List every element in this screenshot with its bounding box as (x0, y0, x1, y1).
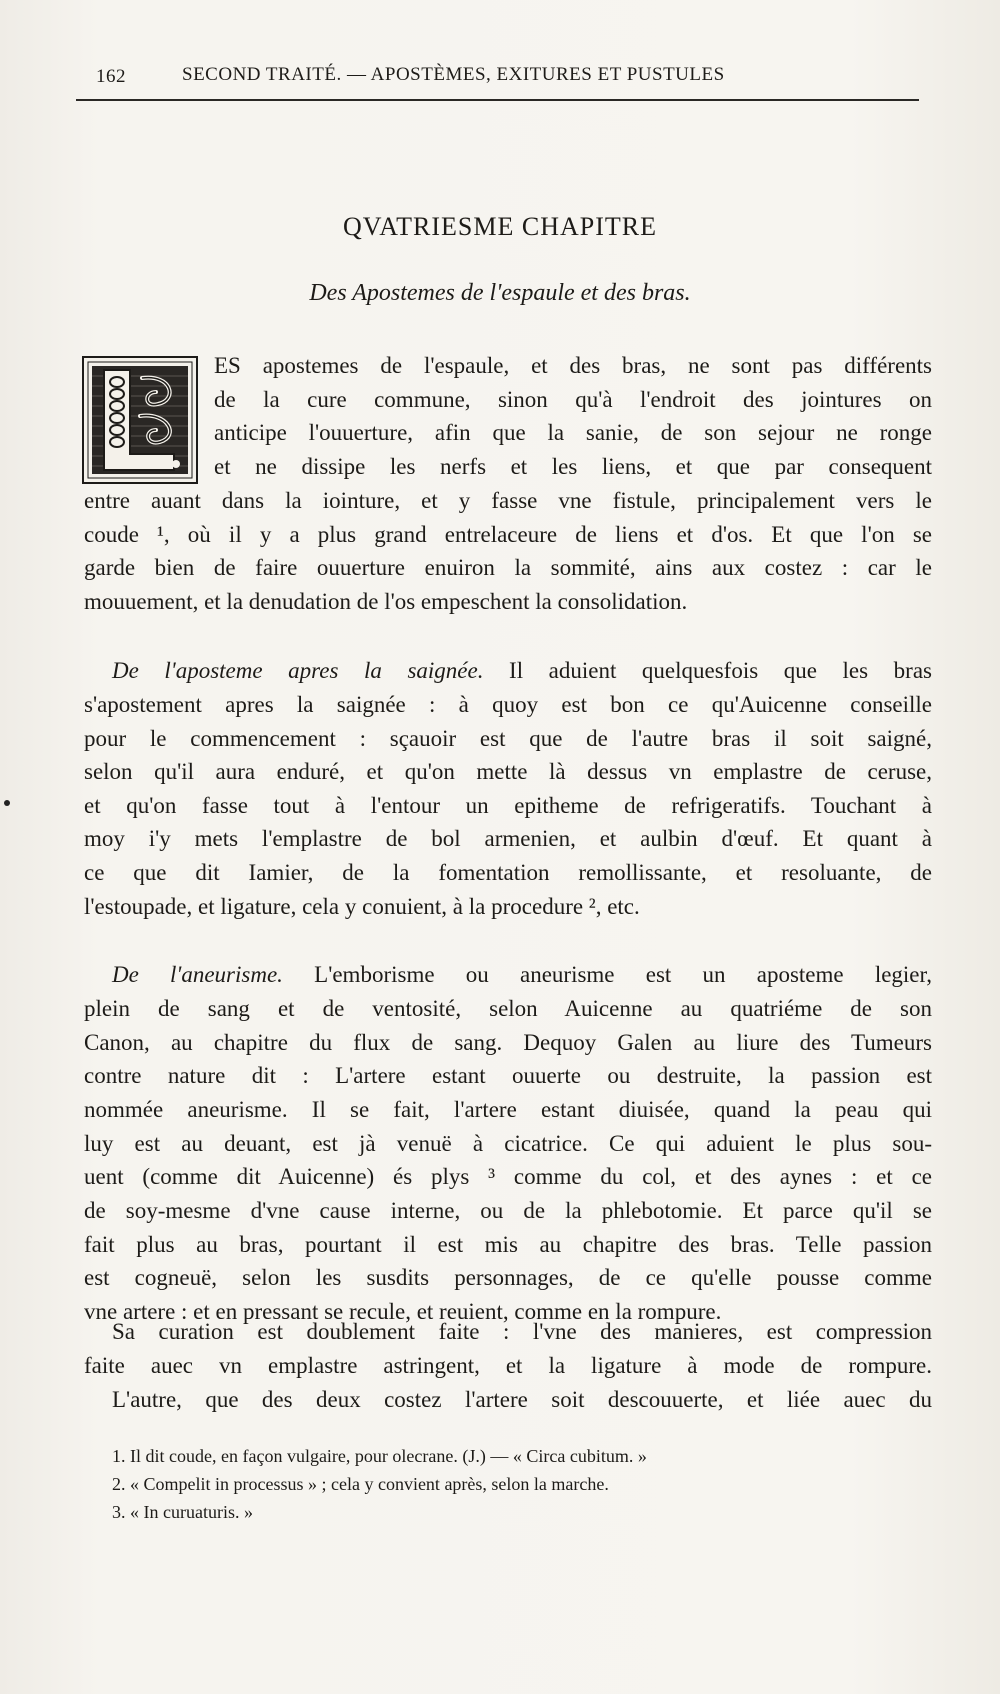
text-line: selon qu'il aura enduré, et qu'on mette là dessus vn emplastre de ceruse, (84, 759, 932, 784)
section-heading: De l'aposteme apres la saignée. (112, 658, 484, 683)
text-line: entre auant dans la iointure, et y fasse vne fistule, principalement vers le (84, 488, 932, 513)
text-line: contre nature dit : L'artere estant ouuerte ou destruite, la passion est (84, 1063, 932, 1088)
chapter-title: QVATRIESME CHAPITRE (343, 212, 657, 241)
chapter-subtitle: Des Apostemes de l'espaule et des bras. (309, 280, 691, 306)
running-title: SECOND TRAITÉ. — APOSTÈMES, EXITURES ET PUSTULES (182, 64, 725, 85)
text-line: est cogneuë, selon les susdits personnages, de ce qu'elle pousse comme (84, 1265, 932, 1290)
text-line: mouuement, et la denudation de l'os empeschent la consolidation. (84, 589, 688, 614)
text-line: de la cure commune, sinon qu'à l'endroit des jointures on (214, 387, 932, 412)
text-line-with-heading (112, 959, 932, 991)
text-line: pour le commencement : sçauoir est que de l'autre bras il soit saigné, (84, 726, 932, 751)
text-line: faite auec vn emplastre astringent, et la ligature à mode de rompure. (84, 1353, 932, 1378)
text-line: coude ¹, où il y a plus grand entrelaceure de liens et d'os. Et que l'on se (84, 522, 932, 547)
text-line: luy est au deuant, est jà venuë à cicatrice. Ce qui aduient le plus sou- (84, 1131, 932, 1156)
text-line: s'apostement apres la saignée : à quoy est bon ce qu'Auicenne conseille (84, 692, 932, 717)
text-line: ES apostemes de l'espaule, et des bras, ne sont pas différents (214, 353, 932, 378)
text-line: moy i'y mets l'emplastre de bol armenien, et aulbin d'œuf. Et quant à (84, 826, 932, 851)
text-line: nommée aneurisme. Il se fait, l'artere estant diuisée, quand la peau qui (84, 1097, 932, 1122)
page-header (78, 56, 918, 96)
text-line: l'estoupade, et ligature, cela y conuient, à la procedure ², etc. (84, 894, 640, 919)
text-line: et ne dissipe les nerfs et les liens, et que par consequent (214, 454, 932, 479)
text-line: de soy-mesme d'vne cause interne, ou de la phlebotomie. Et parce qu'il se (84, 1198, 932, 1223)
text-line: L'emborisme ou aneurisme est un aposteme legier, (314, 962, 933, 987)
ink-speck (4, 800, 10, 806)
footnote-2: 2. « Compelit in processus » ; cela y convient après, selon la marche. (112, 1474, 609, 1494)
text-line: et qu'on fasse tout à l'entour un epitheme de refrigeratifs. Touchant à (84, 793, 932, 818)
text-line: Canon, au chapitre du flux de sang. Dequoy Galen au liure des Tumeurs (84, 1030, 932, 1055)
text-line: garde bien de faire ouuerture enuiron la sommité, ains aux costez : car le (84, 555, 932, 580)
header-rule (76, 99, 919, 101)
text-line-with-heading (112, 655, 932, 687)
text-line: ce que dit Iamier, de la fomentation remollissante, et resoluante, de (84, 860, 932, 885)
section-heading: De l'aneurisme. (112, 962, 283, 987)
ornate-initial-l-icon (82, 356, 198, 484)
text-line: L'autre, que des deux costez l'artere soit descouuerte, et liée auec du (112, 1387, 932, 1412)
text-line: vne artere : et en pressant se recule, et reuient, comme en la rompure. (84, 1299, 722, 1324)
text-line: plein de sang et de ventosité, selon Auicenne au quatriéme de son (84, 996, 932, 1021)
text-line: fait plus au bras, pourtant il est mis au chapitre des bras. Telle passion (84, 1232, 932, 1257)
page-number: 162 (96, 66, 126, 87)
text-line: uent (comme dit Auicenne) és plys ³ comme du col, et des aynes : et ce (84, 1164, 932, 1189)
text-line: anticipe l'ouuerture, afin que la sanie, de son sejour ne ronge (214, 420, 932, 445)
footnote-3: 3. « In curuaturis. » (112, 1502, 253, 1522)
text-line: Sa curation est doublement faite : l'vne des manieres, est compression (112, 1319, 932, 1344)
footnote-1: 1. Il dit coude, en façon vulgaire, pour olecrane. (J.) — « Circa cubitum. » (112, 1446, 647, 1466)
text-line: Il aduient quelquesfois que les bras (509, 658, 932, 683)
